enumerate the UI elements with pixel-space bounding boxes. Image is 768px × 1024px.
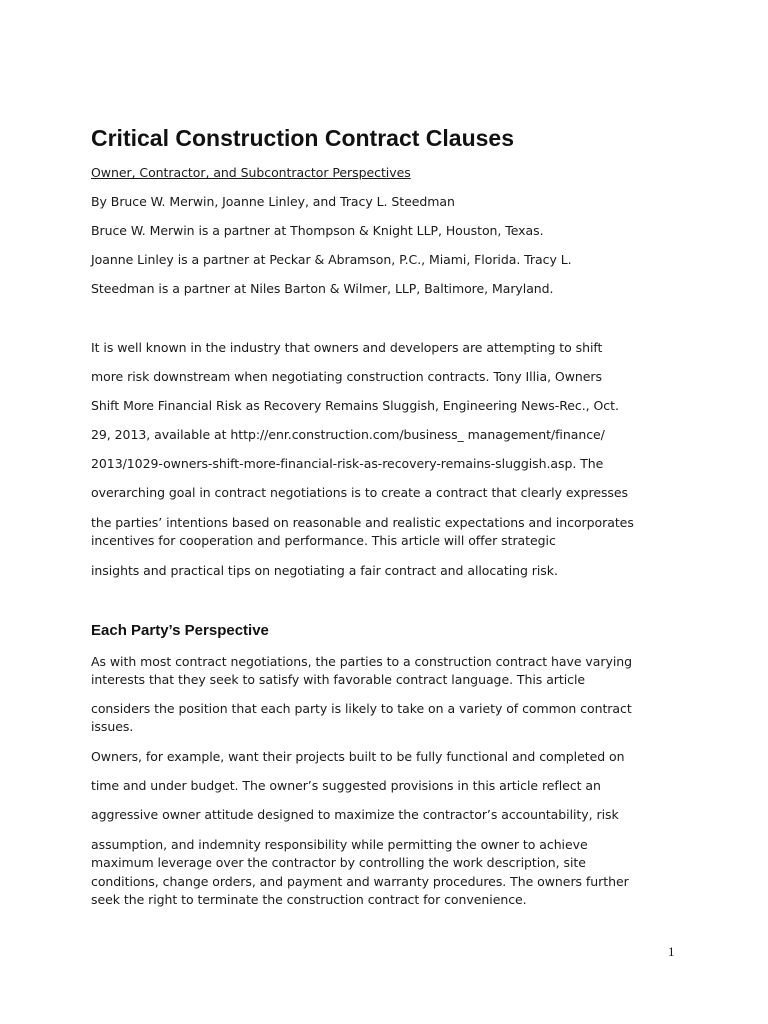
author-note: Steedman is a partner at Niles Barton & Wilmer, LLP, Baltimore, Maryland. [91, 281, 554, 296]
body-line: seek the right to terminate the construction contract for convenience. [91, 892, 527, 907]
intro-line: insights and practical tips on negotiating a fair contract and allocating risk. [91, 563, 558, 578]
body-line: aggressive owner attitude designed to maximize the contractor’s accountability, risk [91, 807, 619, 822]
body-line: maximum leverage over the contractor by controlling the work description, site [91, 855, 586, 870]
author-note: Joanne Linley is a partner at Peckar & Abramson, P.C., Miami, Florida. Tracy L. [91, 252, 572, 267]
document-subtitle: Owner, Contractor, and Subcontractor Perspectives [91, 165, 411, 180]
intro-line: incentives for cooperation and performance. This article will offer strategic [91, 533, 556, 548]
body-line: considers the position that each party is likely to take on a variety of common contract [91, 701, 632, 716]
intro-line: 29, 2013, available at http://enr.construction.com/business_ management/finance/ [91, 427, 605, 442]
author-note: Bruce W. Merwin is a partner at Thompson & Knight LLP, Houston, Texas. [91, 223, 544, 238]
body-line: interests that they seek to satisfy with favorable contract language. This article [91, 672, 586, 687]
section-heading: Each Party’s Perspective [91, 622, 269, 639]
page-number: 1 [668, 944, 675, 959]
body-line: time and under budget. The owner’s suggested provisions in this article reflect an [91, 778, 601, 793]
body-line: As with most contract negotiations, the parties to a construction contract have varying [91, 654, 633, 669]
intro-line: more risk downstream when negotiating construction contracts. Tony Illia, Owners [91, 369, 602, 384]
intro-line: 2013/1029-owners-shift-more-financial-risk-as-recovery-remains-sluggish.asp. The [91, 456, 604, 471]
document-title: Critical Construction Contract Clauses [91, 125, 515, 151]
body-line: assumption, and indemnity responsibility while permitting the owner to achieve [91, 837, 588, 852]
body-line: conditions, change orders, and payment and warranty procedures. The owners further [91, 874, 629, 889]
intro-line: It is well known in the industry that owners and developers are attempting to shift [91, 340, 603, 355]
intro-line: overarching goal in contract negotiations is to create a contract that clearly expresses [91, 485, 628, 500]
intro-line: the parties’ intentions based on reasonable and realistic expectations and incorporates [91, 515, 634, 530]
body-line: Owners, for example, want their projects built to be fully functional and completed on [91, 749, 625, 764]
byline: By Bruce W. Merwin, Joanne Linley, and Tracy L. Steedman [91, 194, 455, 209]
body-line: issues. [91, 719, 134, 734]
intro-line: Shift More Financial Risk as Recovery Remains Sluggish, Engineering News-Rec., Oct. [91, 398, 619, 413]
